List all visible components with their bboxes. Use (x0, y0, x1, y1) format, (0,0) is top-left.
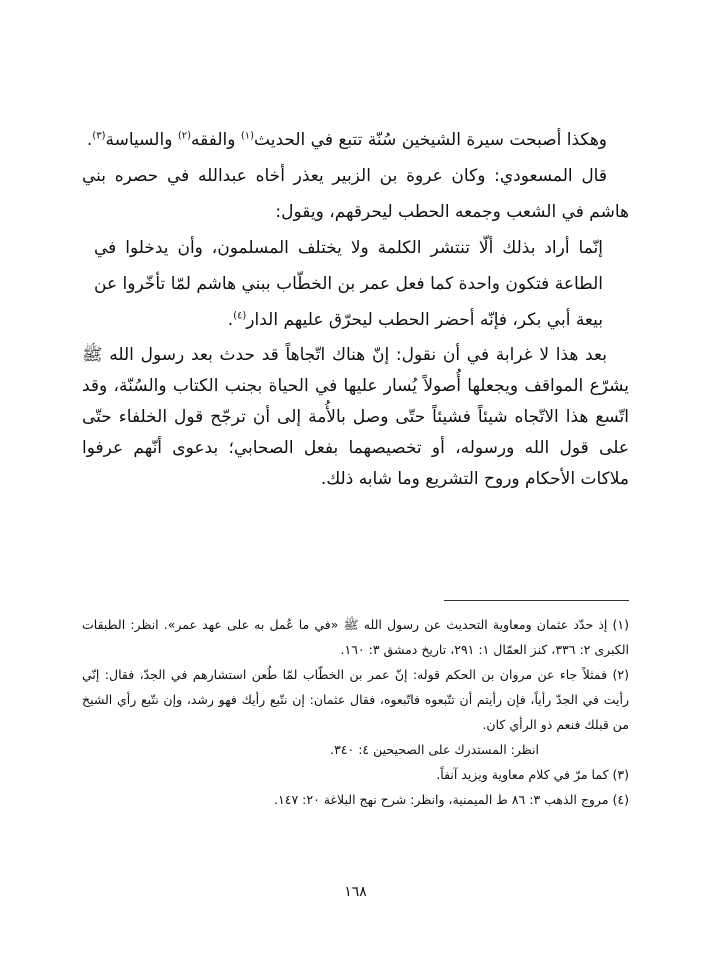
footnote-2: (٢) فمثلاً جاء عن مروان بن الحكم قوله: إنّ عمر بن الخطّاب لمّا طُعن استشارهم في الجدّ، فقال: إنّي رأيت في الجدّ رأياً، فإن رأيتم أن تتّبعوه فاتّبعوه، فقال عثمان: إن نتّبع رأيك فهو رشد، وإن نتّبع رأي الشيخ من قبلك فنعم ذو الرأي كان. (82, 667, 629, 732)
paragraph-2: قال المسعودي: وكان عروة بن الزبير يعذر أخاه عبدالله في حصره بني هاشم في الشعب وجمعه الحطب ليحرقهم، ويقول: (82, 166, 629, 222)
paragraph-1-text-2: والفقه (191, 130, 241, 150)
footnote-ref-2: (٢) (177, 130, 192, 142)
paragraph-1 (82, 122, 629, 158)
quote-block (82, 230, 629, 338)
footnote-1: (١) إذ حدّد عثمان ومعاوية التحديث عن رسول الله ﷺ «في ما عُمل به على عهد عمر». انظر: الطبقات الكبرى ٢: ٣٣٦، كنز العمّال ١: ٢٩١، تاريخ دمشق ٣: ١٦٠. (82, 617, 629, 657)
paragraph-1-text-4: . (86, 130, 93, 150)
quote-text-2: . (227, 310, 234, 330)
main-text (82, 122, 629, 495)
footnote-3: (٣) كما مرّ في كلام معاوية ويزيد آنفاً. (436, 767, 629, 782)
footnotes-section (82, 612, 629, 812)
paragraph-1-text-3: والسياسة (105, 130, 178, 150)
footnote-separator (444, 600, 629, 601)
footnote-2-reference: انظر: المستدرك على الصحيحين ٤: ٣٤٠. (330, 742, 539, 757)
footnote-ref-3: (٣) (92, 130, 106, 142)
paragraph-1-text-1: وهكذا أصبحت سيرة الشيخين سُنّة تتبع في الحديث (254, 130, 607, 150)
footnote-ref-1: (١) (240, 130, 255, 142)
footnote-4: (٤) مروج الذهب ٣: ٨٦ ط الميمنية، وانظر: شرح نهج البلاغة ٢٠: ١٤٧. (274, 792, 629, 807)
quote-text-1: إنّما أراد بذلك ألّا تنتشر الكلمة ولا يختلف المسلمون، وأن يدخلوا في الطاعة فتكون واحدة كما فعل عمر بن الخطّاب ببني هاشم لمّا تأخّروا عن بيعة أبي بكر، فإنّه أحضر الحطب ليحرّق عليهم الدار (94, 238, 603, 330)
page-number: ١٦٨ (344, 884, 367, 900)
footnote-ref-4: (٤) (233, 310, 247, 322)
paragraph-3: بعد هذا لا غرابة في أن نقول: إنّ هناك اتّجاهاً قد حدث بعد رسول الله ﷺ يشرّع المواقف ويجعلها أُصولاً يُسار عليها في الحياة بجنب الكتاب والسُنّة، وقد اتّسع هذا الاتّجاه شيئاً فشيئاً حتّى وصل بالأُمة إلى أن ترجّح قول الخلفاء حتّى على قول الله ورسوله، أو تخصيصهما بفعل الصحابي؛ بدعوى أنّهم عرفوا ملاكات الأحكام وروح التشريع وما شابه ذلك. (82, 345, 629, 489)
